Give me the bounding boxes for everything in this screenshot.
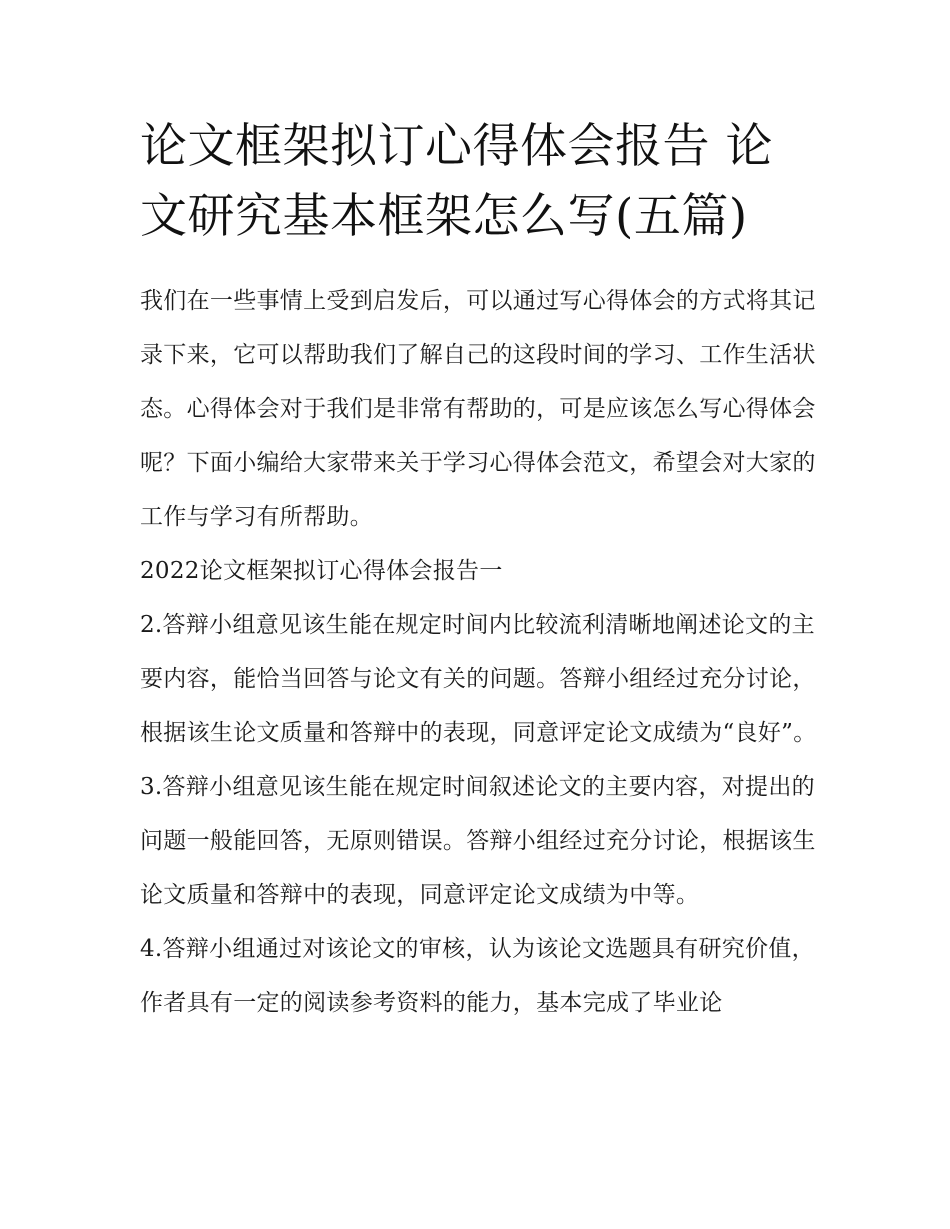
intro-paragraph: 我们在一些事情上受到启发后，可以通过写心得体会的方式将其记录下来，它可以帮助我们了解自己的这段时间的学习、工作生活状态。心得体会对于我们是非常有帮助的，可是应该怎么写心得体会呢？下面小编给大家带来关于学习心得体会范文，希望会对大家的工作与学习有所帮助。: [140, 288, 816, 530]
item-4-paragraph: 4.答辩小组通过对该论文的审核，认为该论文选题具有研究价值，作者具有一定的阅读参考资料的能力，基本完成了毕业论: [140, 936, 815, 1016]
document-title: 论文框架拟订心得体会报告 论文研究基本框架怎么写(五篇): [140, 119, 773, 244]
section-heading: 2022论文框架拟订心得体会报告一: [140, 558, 503, 584]
item-3-paragraph: 3.答辩小组意见该生能在规定时间叙述论文的主要内容，对提出的问题一般能回答，无原则错误。答辩小组经过充分讨论，根据该生论文质量和答辩中的表现，同意评定论文成绩为中等。: [140, 774, 816, 908]
item-2-paragraph: 2.答辩小组意见该生能在规定时间内比较流利清晰地阐述论文的主要内容，能恰当回答与论文有关的问题。答辩小组经过充分讨论，根据该生论文质量和答辩中的表现，同意评定论文成绩为“良好”。: [140, 612, 817, 746]
document-body: [140, 274, 820, 1030]
